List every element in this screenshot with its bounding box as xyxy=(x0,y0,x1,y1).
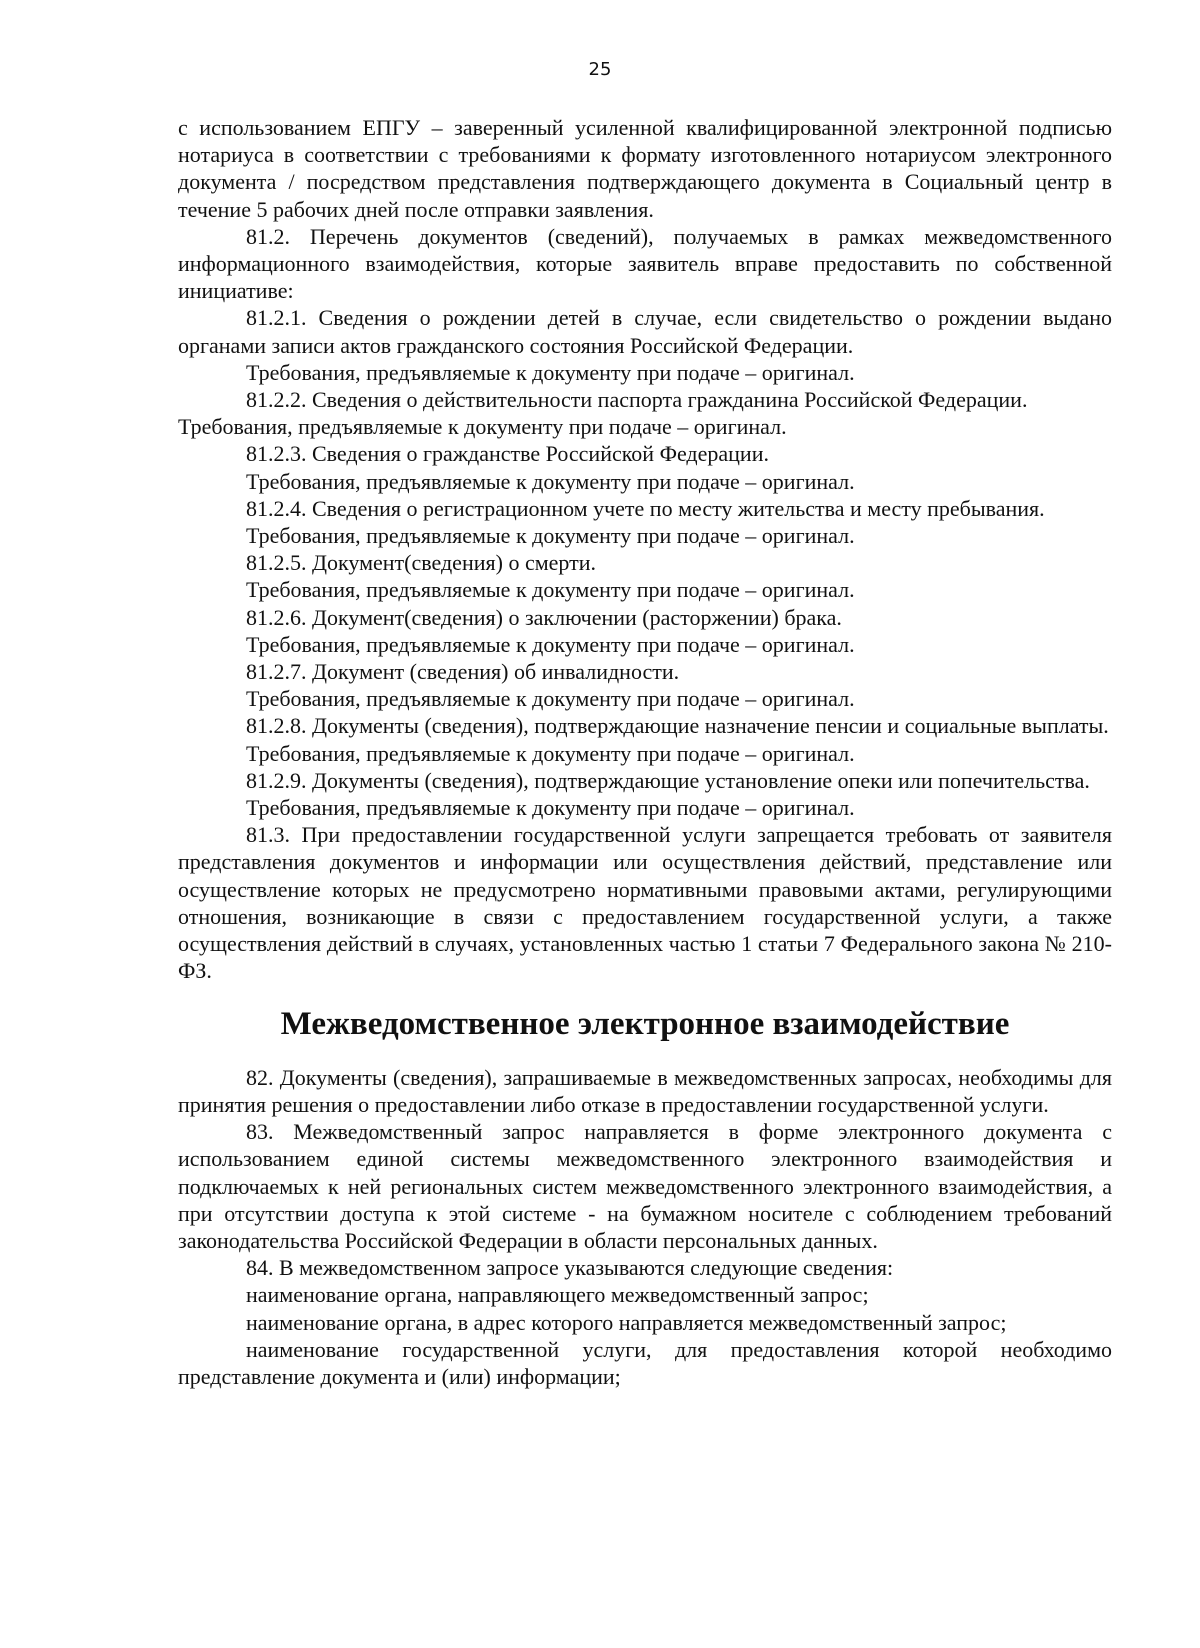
paragraph: Требования, предъявляемые к документу при подаче – оригинал. xyxy=(246,795,855,821)
paragraph: 81.2.3. Сведения о гражданстве Российской Федерации. xyxy=(246,441,769,467)
paragraph: 83. Межведомственный запрос направляется в форме электронного документа с использованием единой системы межведомственного электронного взаимодействия и подключаемых к ней региональных систем межведомственного электронного взаимодействия, а при отсутствии доступа к этой системе - на бумажном носителе с соблюдением требований законодательства Российской Федерации в области персональных данных. xyxy=(178,1119,1112,1253)
paragraph: 81.2.6. Документ(сведения) о заключении (расторжении) брака. xyxy=(246,604,842,630)
paragraph: Требования, предъявляемые к документу при подаче – оригинал. xyxy=(246,740,855,766)
paragraph: 81.2.2. Сведения о действительности паспорта гражданина Российской Федерации. xyxy=(246,387,1028,413)
paragraph: Требования, предъявляемые к документу при подаче – оригинал. xyxy=(246,359,855,385)
paragraph: наименование государственной услуги, для предоставления которой необходимо представление документа и (или) информации; xyxy=(178,1336,1112,1389)
paragraph: 81.2.8. Документы (сведения), подтверждающие назначение пенсии и социальные выплаты. xyxy=(246,713,1109,739)
page-number: 25 xyxy=(588,59,612,80)
paragraph: Требования, предъявляемые к документу при подаче – оригинал. xyxy=(246,523,855,549)
paragraph: Требования, предъявляемые к документу при подаче – оригинал. xyxy=(178,414,787,440)
paragraph: с использованием ЕПГУ – заверенный усиленной квалифицированной электронной подписью нотариуса в соответствии с требованиями к формату изготовленного нотариусом электронного документа / посредством представления подтверждающего документа в Социальный центр в течение 5 рабочих дней после отправки заявления. xyxy=(178,115,1112,222)
paragraph: 81.2.4. Сведения о регистрационном учете по месту жительства и месту пребывания. xyxy=(246,495,1045,521)
paragraph: 81.2.5. Документ(сведения) о смерти. xyxy=(246,550,596,576)
paragraph: 84. В межведомственном запросе указываются следующие сведения: xyxy=(246,1255,894,1281)
paragraph: Требования, предъявляемые к документу при подаче – оригинал. xyxy=(246,631,855,657)
paragraph: 81.2.1. Сведения о рождении детей в случае, если свидетельство о рождении выдано органами записи актов гражданского состояния Российской Федерации. xyxy=(178,305,1112,358)
paragraph: Требования, предъявляемые к документу при подаче – оригинал. xyxy=(246,577,855,603)
paragraph: 81.2.9. Документы (сведения), подтверждающие установление опеки или попечительства. xyxy=(246,767,1090,793)
paragraph: 82. Документы (сведения), запрашиваемые в межведомственных запросах, необходимы для принятия решения о предоставлении либо отказе в предоставлении государственной услуги. xyxy=(178,1064,1112,1117)
paragraph: Требования, предъявляемые к документу при подаче – оригинал. xyxy=(246,686,855,712)
paragraph: 81.3. При предоставлении государственной услуги запрещается требовать от заявителя представления документов и информации или осуществления действий, представление или осуществление которых не предусмотрено нормативными правовыми актами, регулирующими отношения, возникающие в связи с предоставлением государственной услуги, а также осуществления действий в случаях, установленных частью 1 статьи 7 Федерального закона № 210-ФЗ. xyxy=(178,822,1112,984)
section-heading: Межведомственное электронное взаимодействие xyxy=(280,1005,1010,1042)
paragraph: наименование органа, в адрес которого направляется межведомственный запрос; xyxy=(246,1309,1007,1335)
paragraph: наименование органа, направляющего межведомственный запрос; xyxy=(246,1282,869,1308)
paragraph: 81.2. Перечень документов (сведений), получаемых в рамках межведомственного информационного взаимодействия, которые заявитель вправе предоставить по собственной инициативе: xyxy=(178,223,1112,304)
paragraph: 81.2.7. Документ (сведения) об инвалидности. xyxy=(246,659,680,685)
paragraph: Требования, предъявляемые к документу при подаче – оригинал. xyxy=(246,468,855,494)
document-body xyxy=(178,114,1112,1390)
